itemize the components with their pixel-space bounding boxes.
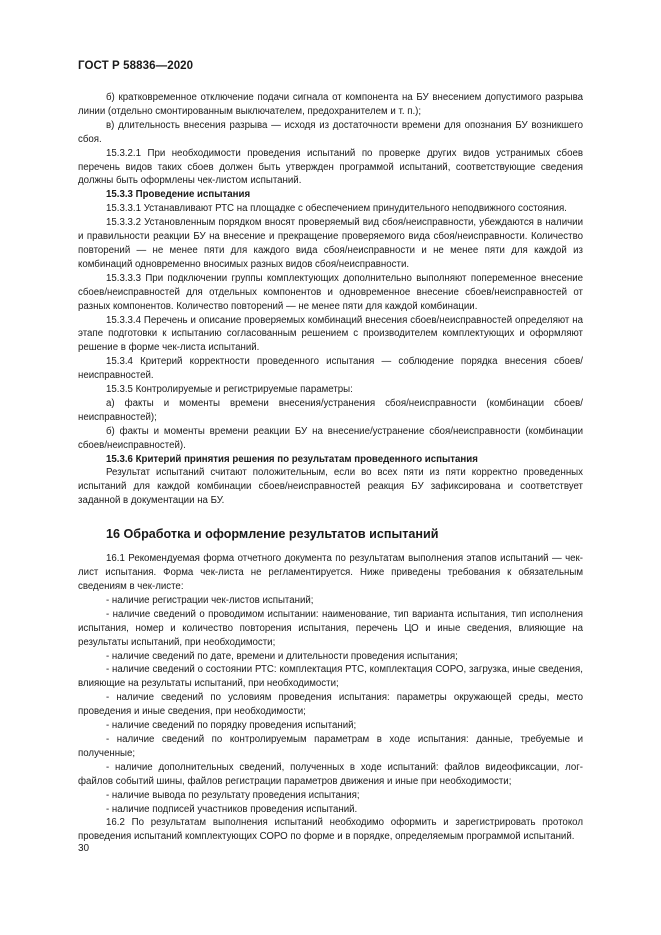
page-number: 30 <box>78 843 90 854</box>
requirements-list <box>78 594 583 817</box>
paragraph: 15.3.2.1 При необходимости проведения испытаний по проверке других видов устранимых сбоев перечень видов таких сбоев должен быть утвержден программой испытаний, соответствующие сведения должны быть оформлены чек-листом испытаний. <box>78 147 583 187</box>
subsection-heading: 15.3.3 Проведение испытания <box>106 189 251 201</box>
paragraph: б) факты и моменты времени реакции БУ на внесение/устранение сбоя/неисправности (комбинации сбоев/неисправностей). <box>78 425 583 451</box>
list-item: - наличие сведений по контролируемым параметрам в ходе испытания: данные, требуемые и полученные; <box>78 733 583 759</box>
list-item: - наличие сведений о состоянии РТС: комплектация РТС, комплектация СОРО, загрузка, иные сведения, влияющие на результаты испытаний, при необходимости; <box>78 664 583 690</box>
paragraph: 15.3.3.1 Устанавливают РТС на площадке с обеспечением принудительного неподвижного состояния. <box>106 203 567 215</box>
section-16-heading: 16 Обработка и оформление результатов испытаний <box>106 527 439 542</box>
paragraph: 15.3.4 Критерий корректности проведенного испытания — соблюдение порядка внесения сбоев/неисправностей. <box>78 356 583 382</box>
subsection-heading: 15.3.6 Критерий принятия решения по результатам проведенного испытания <box>106 453 478 465</box>
paragraph: 15.3.3.4 Перечень и описание проверяемых комбинаций внесения сбоев/неисправностей определяют на этапе подготовки к испытанию согласованным решением с производителем комплектующих и оформляют решение в форме чек-листа испытаний. <box>78 314 583 354</box>
section-15-text <box>78 91 583 508</box>
paragraph: Результат испытаний считают положительным, если во всех пяти из пяти корректно проведенных испытаний для каждой комбинации сбоев/неисправностей реакция БУ зафиксирована и соответствует заданной в документации на БУ. <box>78 467 583 507</box>
list-item: - наличие регистрации чек-листов испытаний; <box>106 594 314 606</box>
paragraph: б) кратковременное отключение подачи сигнала от компонента на БУ внесением допустимого разрыва линии (отдельно смонтированным выключателем, предохранителем и т. п.); <box>78 92 583 117</box>
document-body <box>78 91 583 844</box>
paragraph: 15.3.3.2 Установленным порядком вносят проверяемый вид сбоя/неисправности, убеждаются в наличии и правильности реакции БУ на внесение и прекращение проверяемого вида сбоя/неисправности. Количество повторений — не менее пяти для каждого вида сбоя/неисправности и не менее пяти для каждой из комбинаций одновременно вносимых разных видов сбоя/неисправности. <box>78 217 583 270</box>
list-item: - наличие сведений по условиям проведения испытания: параметры окружающей среды, место проведения и иные сведения, при необходимости; <box>78 692 583 718</box>
paragraph: в) длительность внесения разрыва — исходя из достаточности времени для опознания БУ возникшего сбоя. <box>78 119 583 145</box>
list-item: - наличие вывода по результату проведения испытания; <box>106 789 360 801</box>
paragraph: а) факты и моменты времени внесения/устранения сбоя/неисправности (комбинации сбоев/неисправностей); <box>78 397 583 423</box>
list-item: - наличие сведений по дате, времени и длительности проведения испытания; <box>106 650 458 662</box>
section-16-closing: 16.2 По результатам выполнения испытаний необходимо оформить и зарегистрировать протокол проведения испытаний комплектующих СОРО по форме и в порядке, определяемым программой испытаний. <box>78 817 583 843</box>
section-16-intro: 16.1 Рекомендуемая форма отчетного документа по результатам выполнения этапов испытаний — чек-лист испытания. Форма чек-листа не регламентируется. Ниже приведены требования к обязательным сведениям в чек-листе: <box>78 553 583 592</box>
page-header: ГОСТ Р 58836—2020 <box>78 60 194 72</box>
list-item: - наличие подписей участников проведения испытаний. <box>106 803 358 815</box>
paragraph: 15.3.5 Контролируемые и регистрируемые параметры: <box>106 384 353 396</box>
list-item: - наличие дополнительных сведений, полученных в ходе испытаний: файлов видеофиксации, лог-файлов событий шины, файлов регистрации параметров движения и иные при необходимости; <box>78 761 583 787</box>
list-item: - наличие сведений о проводимом испытании: наименование, тип варианта испытания, тип исполнения испытания, номер и количество повторения испытания, перечень ЦО и иные сведения, влияющие на результаты испытаний, при необходимости; <box>78 608 583 648</box>
list-item: - наличие сведений по порядку проведения испытаний; <box>106 720 357 732</box>
paragraph: 15.3.3.3 При подключении группы комплектующих дополнительно выполняют попеременное внесение сбоев/неисправностей для отдельных компонентов и одновременное внесение сбоев/неисправностей от разных компонентов. Количество повторений — не менее пяти для каждой комбинации. <box>78 272 583 312</box>
